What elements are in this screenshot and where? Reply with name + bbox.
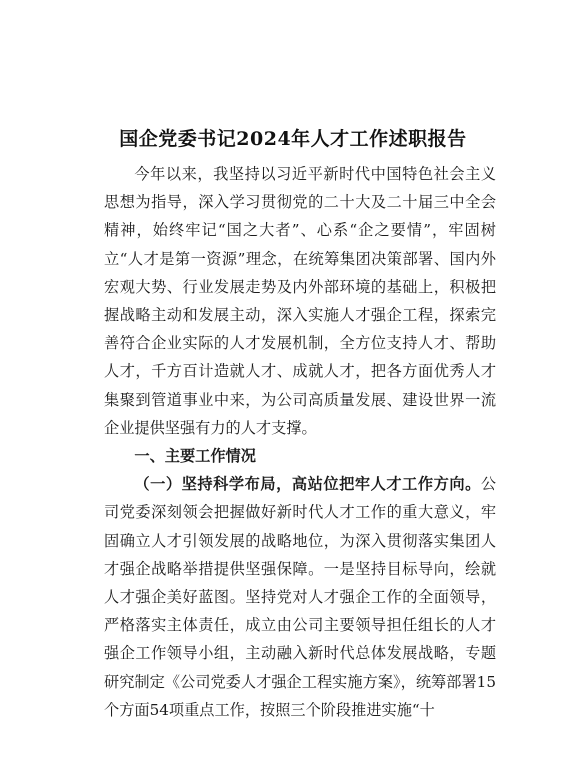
subsection-heading: （一）坚持科学布局，高站位把牢人才工作方向。 (134, 475, 481, 494)
document-title: 国企党委书记2024年人才工作述职报告 (119, 128, 467, 150)
subsection-paragraph (104, 470, 496, 724)
intro-paragraph: 今年以来，我坚持以习近平新时代中国特色社会主义思想为指导，深入学习贯彻党的二十大及二十届三中全会精神，始终牢记“国之大者”、心系“企之要情”，牢固树立“人才是第一资源”理念，在统筹集团决策部署、国内外宏观大势、行业发展走势及内外部环境的基础上，积极把握战略主动和发展主动，深入实施人才强企工程，探索完善符合企业实际的人才发展机制，全方位支持人才、帮助人才，千方百计造就人才、成就人才，把各方面优秀人才集聚到管道事业中来，为公司高质量发展、建设世界一流企业提供坚强有力的人才支撑。 (104, 165, 496, 437)
section-heading: 一、主要工作情况 (134, 447, 256, 466)
document-body (104, 160, 496, 724)
subsection-body: 公司党委深刻领会把握做好新时代人才工作的重大意义，牢固确立人才引领发展的战略地位，为深入贯彻落实集团人才强企战略举措提供坚强保障。一是坚持目标导向，绘就人才强企美好蓝图。坚持党对人才强企工作的全面领导，严格落实主体责任，成立由公司主要领导担任组长的人才强企工作领导小组，主动融入新时代总体发展战略，专题研究制定《公司党委人才强企工程实施方案》，统筹部署15个方面54项重点工作，按照三个阶段推进实施“十 (104, 475, 496, 719)
